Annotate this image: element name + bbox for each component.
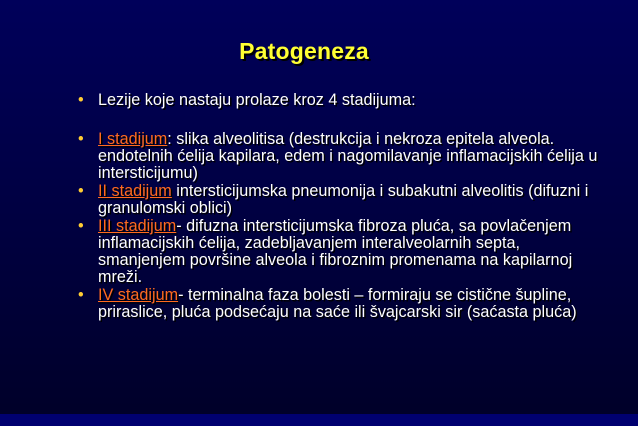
list-item-stage-2 xyxy=(78,183,598,217)
stage-text: - difuzna intersticijumska fibroza pluća, sa povlačenjem inflamacijskih ćelija, zadebljavanjem interalveolarnih septa, smanjenjem površine alveola i fibroznim promenama na kapilarnoj mreži. xyxy=(98,217,573,286)
intro-text: Lezije koje nastaju prolaze kroz 4 stadijuma: xyxy=(98,91,416,109)
stage-text: - terminalna faza bolesti – formiraju se cistične šupline, priraslice, pluća podsećaju na saće ili švajcarski sir (saćasta pluća) xyxy=(98,286,577,321)
stage-label: II stadijum xyxy=(98,182,172,200)
bullet-dot-icon: • xyxy=(78,217,84,235)
list-item-intro xyxy=(78,92,598,109)
bullet-dot-icon: • xyxy=(78,286,84,304)
stage-label: I stadijum xyxy=(98,130,168,148)
bullet-dot-icon: • xyxy=(78,182,84,200)
bullet-dot-icon: • xyxy=(78,91,84,109)
stage-label: IV stadijum xyxy=(98,286,179,304)
bullet-list xyxy=(78,92,598,322)
list-item-stage-1 xyxy=(78,131,598,182)
stage-text: intersticijumska pneumonija i subakutni alveolitis (difuzni i granulomski oblici) xyxy=(98,182,589,217)
stage-label: III stadijum xyxy=(98,217,177,235)
slide-title: Patogeneza xyxy=(239,38,369,64)
stage-text: : slika alveolitisa (destrukcija i nekroza epitela alveola. endotelnih ćelija kapilara, edem i nagomilavanje inflamacijskih ćelija u intersticijumu) xyxy=(98,130,598,182)
bullet-dot-icon: • xyxy=(78,130,84,148)
list-item-stage-4 xyxy=(78,287,598,321)
list-item-stage-3 xyxy=(78,218,598,286)
bottom-strip xyxy=(0,414,638,426)
